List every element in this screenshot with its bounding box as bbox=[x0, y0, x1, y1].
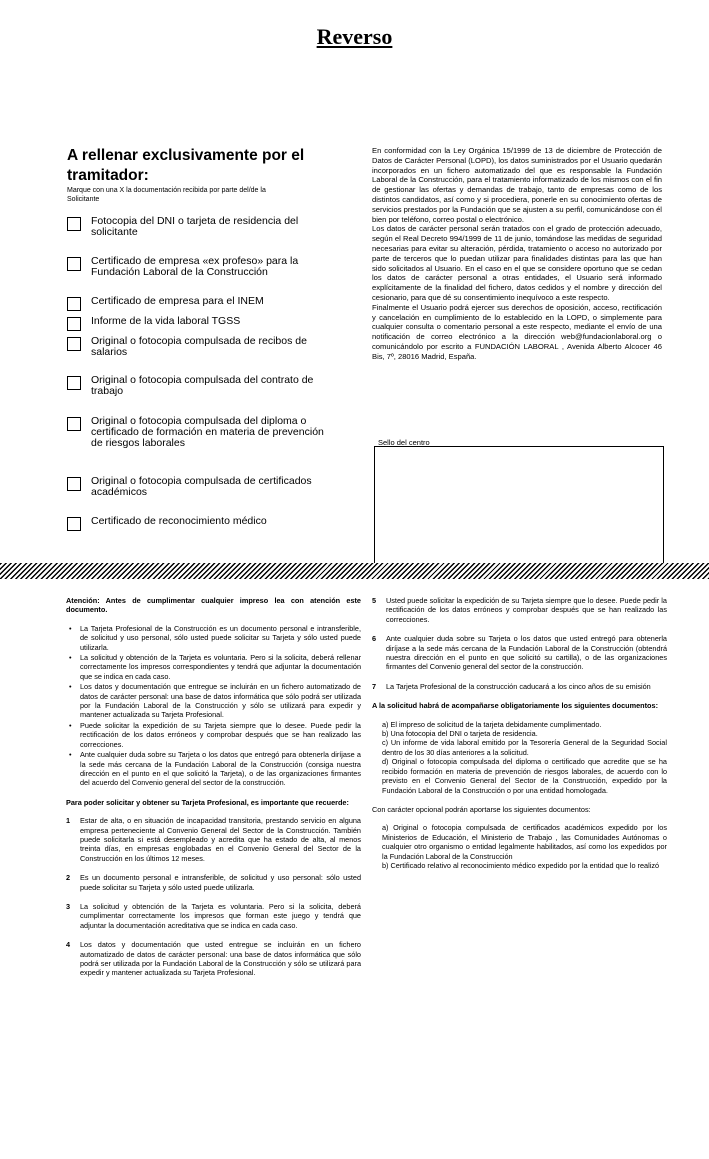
check-item-dni[interactable] bbox=[67, 216, 337, 238]
opcionales-list bbox=[382, 823, 667, 870]
item-text: Los datos y documentación que usted entregue se incluirán en un fichero automatizado de datos de carácter personal: una base de datos informática que sólo podrá ser utilizada por la Fundación Laboral de la Construcción y sólo se utilizará para expedir y mantener actualizada su Tarjeta Profesional. bbox=[80, 940, 361, 978]
check-label: Informe de la vida laboral TGSS bbox=[91, 315, 241, 327]
list-item: d) Original o fotocopia compulsada del diploma o certificado que acredite que se ha recibido formación en materia de prevención de riesgos laborales, de acuerdo con lo previsto en el Convenio General del Sector de la Construcción, expedido por la Fundación Laboral de la Construcción o por una entidad homologada. bbox=[382, 757, 667, 795]
numbered-item bbox=[372, 682, 667, 691]
list-item: b) Una fotocopia del DNI o tarjeta de residencia. bbox=[382, 729, 538, 739]
item-text: La Tarjeta Profesional de la construcción caducará a los cinco años de su emisión bbox=[386, 681, 651, 691]
checkbox[interactable] bbox=[67, 517, 81, 531]
check-item-certificado-inem[interactable] bbox=[67, 296, 337, 311]
list-item: • Puede solicitar la expedición de su Tarjeta siempre que lo desee. Puede pedir la rectificación de los datos erróneos y comprobar después que se han realizado las correcciones. bbox=[66, 721, 361, 749]
numbered-item bbox=[372, 634, 667, 672]
item-text: Ante cualquier duda sobre su Tarjeta o los datos que usted entregó para obtenerla diríjase a la sede más cercana de la Fundación Laboral de la Construcción (obtendrá nuestra dirección en el punto en que solicitó su cartilla), o de las organizaciones firmantes del Convenio general del sector de la construcción. bbox=[386, 634, 667, 672]
sello-box[interactable] bbox=[374, 446, 664, 570]
list-item: b) Certificado relativo al reconocimiento médico expedido por la entidad que lo realizó bbox=[382, 860, 660, 870]
recuerde-text: Para poder solicitar y obtener su Tarjeta Profesional, es importante que recuerde: bbox=[66, 797, 349, 807]
tramitador-note: Marque con una X la documentación recibida por parte del/de la Solicitante bbox=[67, 187, 266, 203]
item-text: La solicitud y obtención de la Tarjeta es voluntaria. Pero si la solicita, deberá cumplimentar correctamente los impresos que forman este juego y tendrá que adjuntar la documentación acreditativa que se indica en cada caso. bbox=[80, 901, 361, 930]
checkbox[interactable] bbox=[67, 297, 81, 311]
item-number: 5 bbox=[372, 596, 377, 605]
check-item-contrato-trabajo[interactable] bbox=[67, 375, 337, 397]
lopd-paragraph: Finalmente el Usuario podrá ejercer sus derechos de oposición, acceso, rectificación y cancelación en cumplimiento de lo establecido en la LOPD, o simplemente para cualquier consulta o comentario personal a este respecto, mediante el envío de una notificación de correo electrónico a la dirección web@fundacionlaboral.org o comunicándolo por escrito a FUNDACIÓN LABORAL , Avenida Alberto Alcocer 46 Bis, 7º, 28016 Madrid, España. bbox=[372, 302, 662, 361]
check-item-reconocimiento-medico[interactable] bbox=[67, 516, 337, 531]
checkbox[interactable] bbox=[67, 257, 81, 271]
numbered-item bbox=[372, 596, 667, 624]
atencion-text: Atención: Antes de cumplimentar cualquier impreso lea con atención este documento. bbox=[66, 596, 361, 615]
check-label: Certificado de empresa para el INEM bbox=[91, 295, 264, 307]
bullet-list bbox=[66, 624, 361, 788]
numbered-item bbox=[66, 816, 361, 863]
item-number: 7 bbox=[372, 681, 377, 691]
check-label: Original o fotocopia compulsada del diploma o certificado de formación en materia de prevención de riesgos laborales bbox=[91, 415, 324, 449]
page-title: Reverso bbox=[316, 24, 393, 49]
hatched-divider bbox=[0, 563, 709, 579]
lopd-paragraph: Los datos de carácter personal serán tratados con el grado de protección adecuado, según el Real Decreto 994/1999 de 11 de junio, tomándose las medidas de seguridad necesarias para evitar su alteración, pérdida, tratamiento o acceso no autorizado por parte de terceros que lo puedan utilizar para finalidades distintas para las que han sido solicitados al Usuario. En el caso en el que se considere oportuno que se cedan los datos de carácter personal a otras entidades, el Usuario será informado explícitamente de la finalidad del fichero, datos cedidos y el nombre y dirección del cesionario, para que dé su consentimiento inequívoco a este respecto. bbox=[372, 224, 662, 302]
check-item-diploma-prl[interactable] bbox=[67, 416, 337, 449]
list-item: • Los datos y documentación que entregue se incluirán en un fichero automatizado de datos de carácter personal: una base de datos informática que sólo podrá ser utilizada por la Fundación Laboral de la Construcción y sólo se utilizará para expedir y mantener actualizada su Tarjeta Profesional. bbox=[66, 682, 361, 720]
list-item: • La Tarjeta Profesional de la Construcción es un documento personal e intransferible, de solicitud y uso personal, sólo usted puede solicitar su Tarjeta y sólo usted puede utilizarla. bbox=[66, 624, 361, 652]
item-text: Usted puede solicitar la expedición de su Tarjeta siempre que lo desee. Puede pedir la rectificación de los datos erróneos y comprobar después que se han realizado las correcciones. bbox=[386, 596, 667, 624]
item-number: 4 bbox=[66, 940, 71, 950]
list-item: • La solicitud y obtención de la Tarjeta es voluntaria. Pero si la solicita, deberá rellenar correctamente los impresos correspondientes y tendrá que adjuntar la documentación que se indica en cada caso. bbox=[66, 653, 361, 681]
check-label: Certificado de reconocimiento médico bbox=[91, 515, 267, 527]
lopd-text bbox=[372, 146, 662, 362]
lower-right-column bbox=[372, 596, 667, 880]
acompanarse-text: A la solicitud habrá de acompañarse obligatoriamente los siguientes documentos: bbox=[372, 701, 658, 711]
item-number: 3 bbox=[66, 901, 71, 911]
item-text: Estar de alta, o en situación de incapacidad transitoria, prestando servicio en alguna empresa perteneciente al Convenio General del Sector de la Construcción. También puede solicitarla si está desempleado y acredita que ha estado de alta, al menos treinta días, en empresas englobadas en el Convenio General del Sector de la Construcción en los últimos 12 meses. bbox=[80, 816, 361, 863]
lopd-paragraph: En conformidad con la Ley Orgánica 15/1999 de 13 de diciembre de Protección de Datos de Carácter Personal (LOPD), los datos suministrados por el Usuario quedarán incorporados en un fichero automatizado del que es responsable la Fundación Laboral de la Construcción, para el tratamiento informatizado de los mismos con el fin de gestionar las ofertas y demandas de trabajo, tanto de empresas como de los distintos candidatos, así como y si procediera, ponerle en su conocimiento ofertas de servicios prestados por la Fundación que se ajusten a su perfil, comunicándose con él bien por teléfono, correo postal o electrónico. bbox=[372, 146, 662, 224]
check-item-vida-laboral[interactable] bbox=[67, 316, 337, 331]
list-item: • Ante cualquier duda sobre su Tarjeta o los datos que entregó para obtenerla diríjase a la sede más cercana de la Fundación Laboral de la Construcción (consiga nuestra dirección en el punto en el que solicitó la Tarjeta), o de las organizaciones firmantes del acuerdo del Convenio general del sector de la construcción. bbox=[66, 750, 361, 788]
checkbox[interactable] bbox=[67, 477, 81, 491]
numbered-item bbox=[66, 940, 361, 978]
check-label: Certificado de empresa «ex profeso» para la Fundación Laboral de la Construcción bbox=[91, 255, 299, 278]
tramitador-section bbox=[67, 146, 337, 204]
list-item: a) El impreso de solicitud de la tarjeta debidamente cumplimentado. bbox=[382, 719, 602, 729]
check-item-certificados-academicos[interactable] bbox=[67, 476, 337, 498]
opcional-text: Con carácter opcional podrán aportarse los siguientes documentos: bbox=[372, 804, 591, 814]
check-label: Original o fotocopia compulsada de certificados académicos bbox=[91, 475, 312, 498]
checkbox[interactable] bbox=[67, 376, 81, 390]
numbered-item bbox=[66, 873, 361, 892]
check-label: Fotocopia del DNI o tarjeta de residencia del solicitante bbox=[91, 215, 299, 238]
sello-label: Sello del centro bbox=[378, 438, 430, 447]
obligatorios-list bbox=[382, 720, 667, 795]
list-item: c) Un informe de vida laboral emitido por la Tesorería General de la Seguridad Social dentro de los 30 días anteriores a la solicitud. bbox=[382, 738, 667, 757]
list-item: a) Original o fotocopia compulsada de certificados académicos expedido por los Ministerios de Educación, el Ministerio de Trabajo , las Comunidades Autónomas o cualquier otro organismo o entidad legalmente habilitados, así como los expedidos por la Fundación Laboral de la Construcción bbox=[382, 823, 667, 861]
checkbox[interactable] bbox=[67, 417, 81, 431]
item-text: Es un documento personal e intransferible, de solicitud y uso personal: sólo usted puede solicitar su Tarjeta y sólo usted puede utilizarla. bbox=[80, 873, 361, 892]
checkbox[interactable] bbox=[67, 317, 81, 331]
check-item-certificado-ex-profeso[interactable] bbox=[67, 256, 337, 278]
check-item-recibos-salarios[interactable] bbox=[67, 336, 337, 358]
check-label: Original o fotocopia compulsada de recibos de salarios bbox=[91, 335, 307, 358]
numbered-item bbox=[66, 902, 361, 930]
check-label: Original o fotocopia compulsada del contrato de trabajo bbox=[91, 374, 314, 397]
lower-left-column bbox=[66, 596, 361, 988]
checkbox[interactable] bbox=[67, 217, 81, 231]
tramitador-heading: A rellenar exclusivamente por el tramitador: bbox=[67, 147, 305, 184]
item-number: 2 bbox=[66, 873, 71, 883]
checkbox[interactable] bbox=[67, 337, 81, 351]
item-number: 6 bbox=[372, 634, 377, 644]
item-number: 1 bbox=[66, 816, 71, 826]
